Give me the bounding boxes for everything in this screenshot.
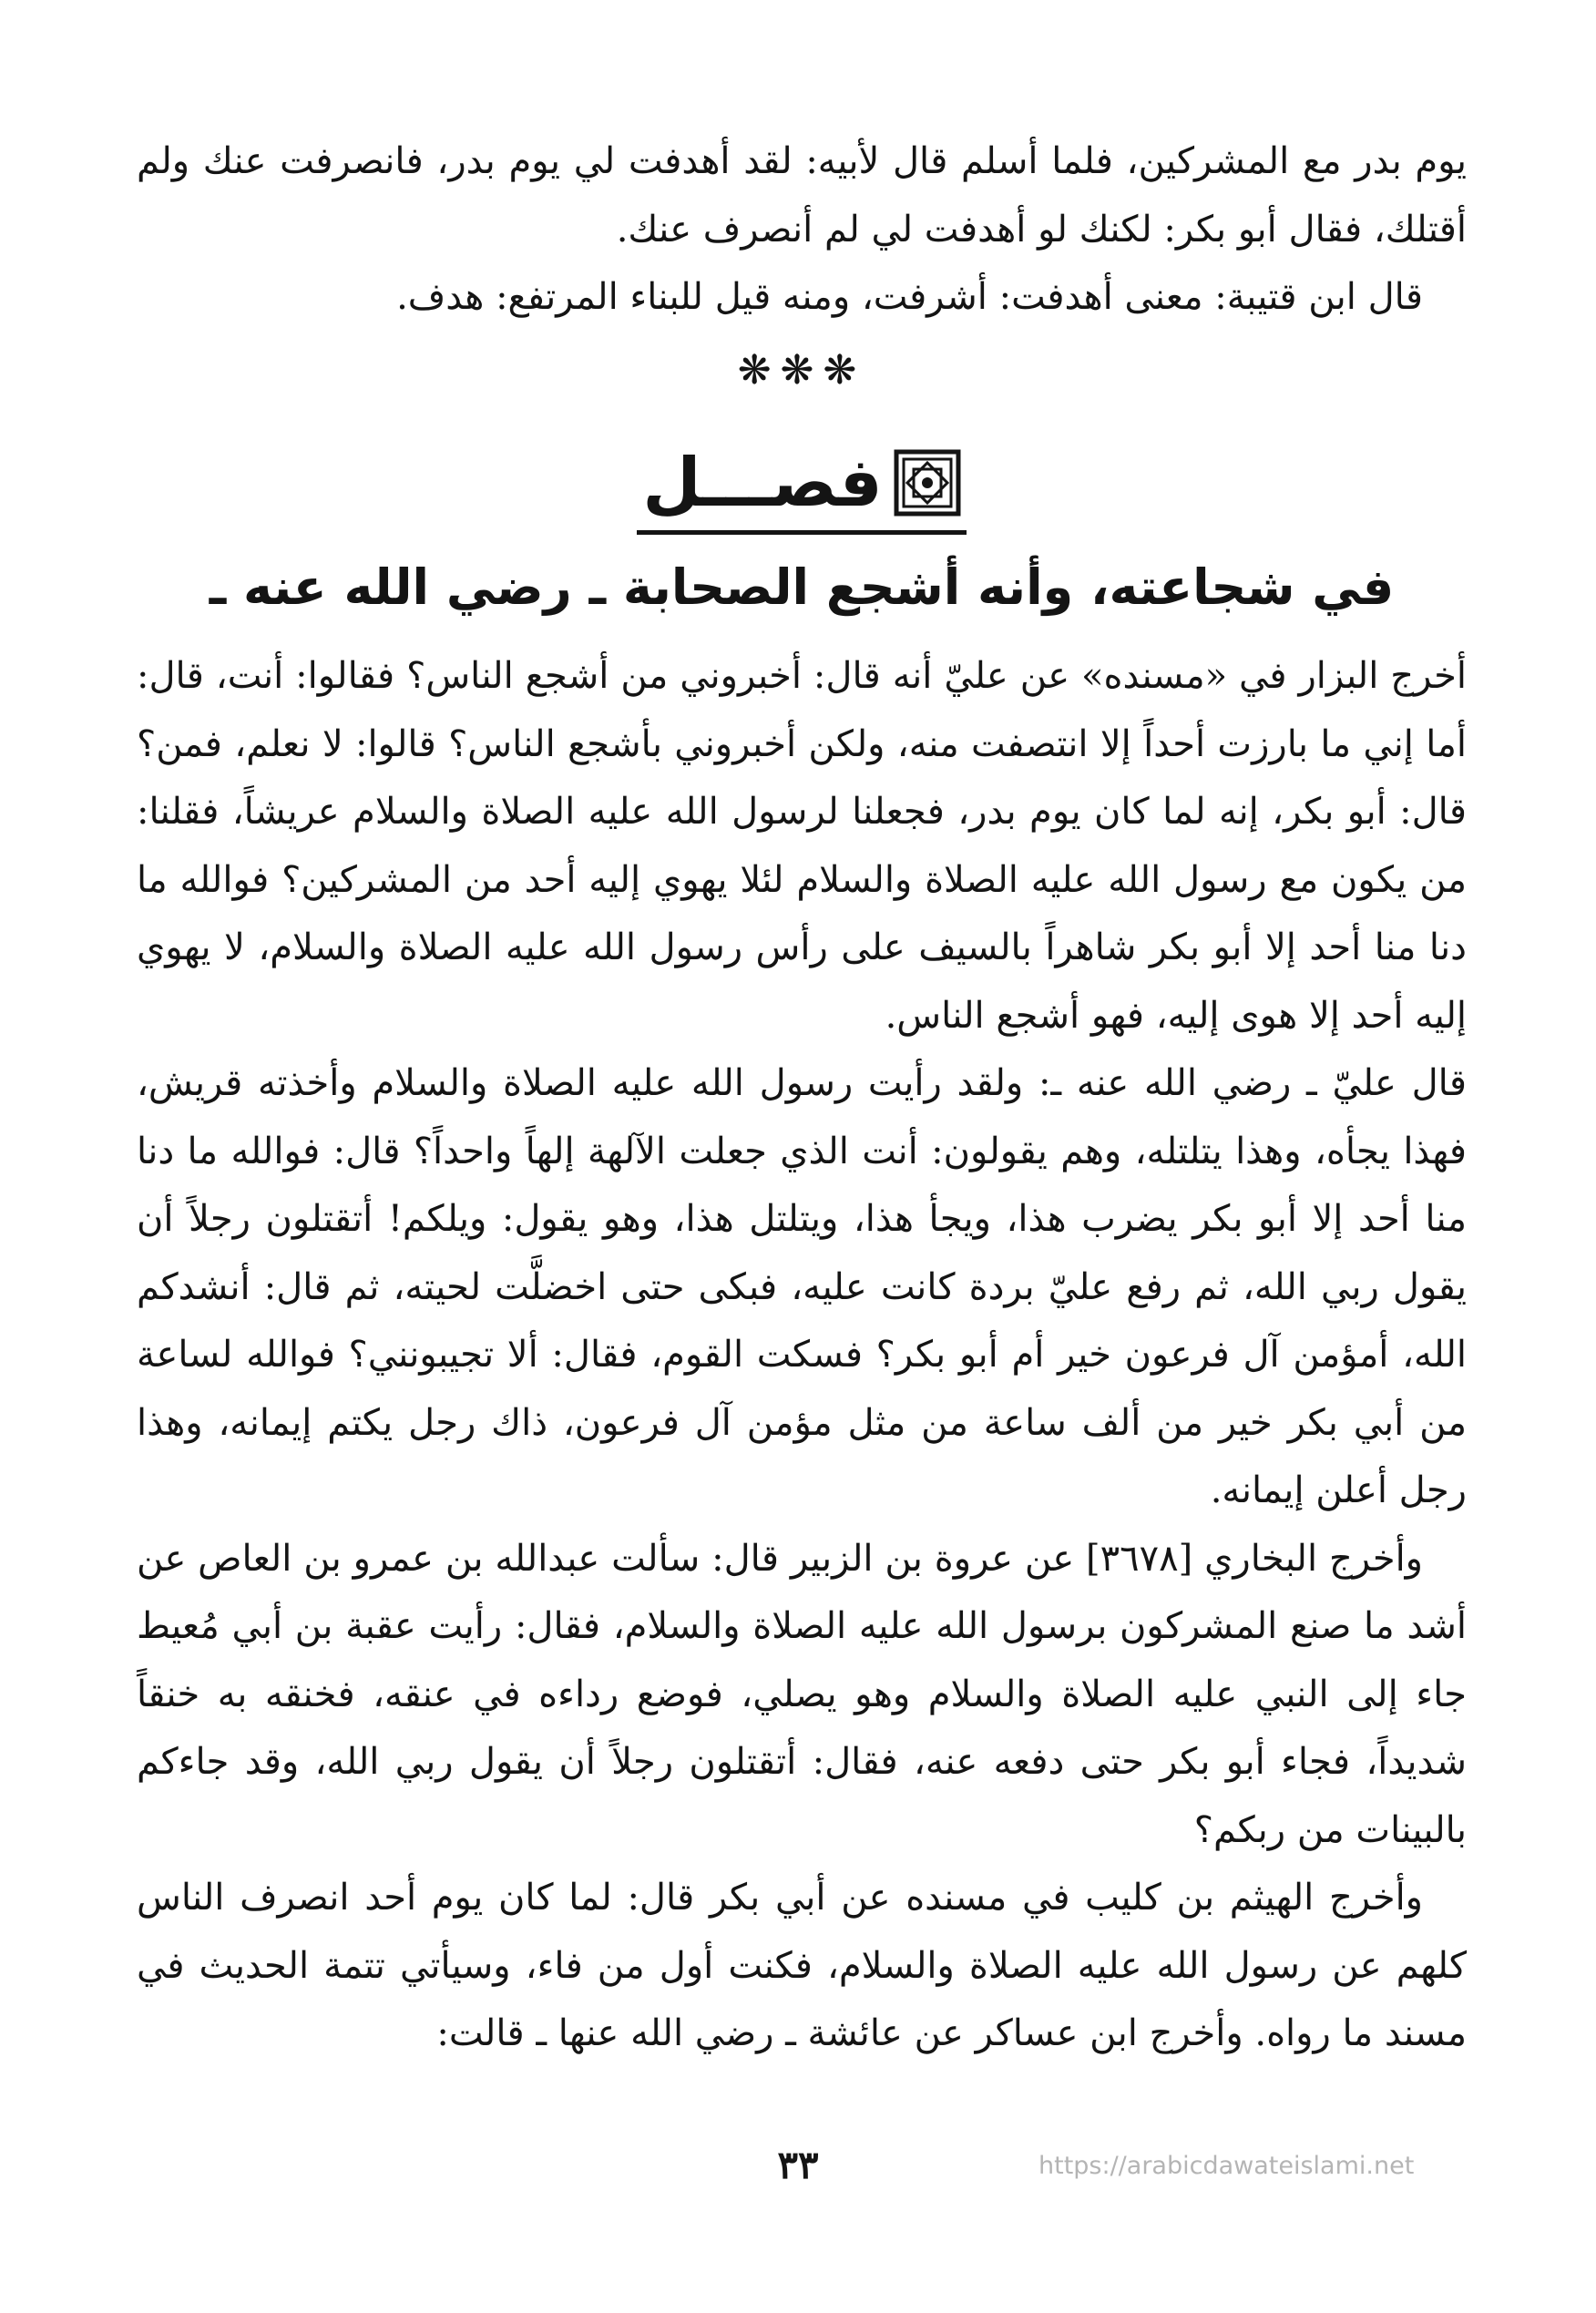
- intro-paragraph-2: قال ابن قتيبة: معنى أهدفت: أشرفت، ومنه قيل للبناء المرتفع: هدف.: [396, 276, 1423, 318]
- paragraph-2: قال عليّ ـ رضي الله عنه ـ: ولقد رأيت رسول الله عليه الصلاة والسلام وأخذته قريش، فهذا يجأه، وهذا يتلتله، وهم يقولون: أنت الذي جعلت الآلهة إلهاً واحداً؟ قال: فوالله ما دنا منا أحد إلا أبو بكر يضرب هذا، ويجأ هذا، ويتلتل هذا، وهو يقول: ويلكم! أتقتلون رجلاً أن يقول ربي الله، ثم رفع عليّ بردة كانت عليه، فبكى حتى اخضلَّت لحيته، ثم قال: أنشدكم الله، أمؤمن آل فرعون خير أم أبو بكر؟ فسكت القوم، فقال: ألا تجيبونني؟ فوالله لساعة من أبي بكر خير من ألف ساعة من مثل مؤمن آل فرعون، ذاك رجل يكتم إيمانه، وهذا رجل أعلن إيمانه.: [137, 1062, 1467, 1511]
- intro-paragraph-1: يوم بدر مع المشركين، فلما أسلم قال لأبيه: لقد أهدفت لي يوم بدر، فانصرفت عنك ولم أقتلك، فقال أبو بكر: لكنك لو أهدفت لي لم أنصرف عنك.: [137, 140, 1467, 251]
- section-heading-text: فصـــل: [642, 443, 883, 522]
- section-heading: [637, 439, 966, 535]
- paragraph-4: وأخرج الهيثم بن كليب في مسنده عن أبي بكر قال: لما كان يوم أحد انصرف الناس كلهم عن رسول الله عليه الصلاة والسلام، فكنت أول من فاء، وسيأتي تتمة الحديث في مسند ما رواه. وأخرج ابن عساكر عن عائشة ـ رضي الله عنها ـ قالت:: [137, 1877, 1467, 2054]
- section-separator: ❋❋❋: [737, 346, 866, 394]
- watermark-url: https://arabicdawateislami.net: [1038, 2152, 1415, 2180]
- paragraph-3: وأخرج البخاري [٣٦٧٨] عن عروة بن الزبير قال: سألت عبدالله بن عمرو بن العاص عن أشد ما صنع المشركون برسول الله عليه الصلاة والسلام، فقال: رأيت عقبة بن أبي مُعيط جاء إلى النبي عليه الصلاة والسلام وهو يصلي، فوضع رداءه في عنقه، فخنقه به خنقاً شديداً، فجاء أبو بكر حتى دفعه عنه، فقال: أتقتلون رجلاً أن يقول ربي الله، وقد جاءكم بالبينات من ربكم؟: [137, 1537, 1468, 1851]
- page-body: [137, 128, 1467, 2068]
- section-subtitle: في شجاعته، وأنه أشجع الصحابة ـ رضي الله عنه ـ: [209, 558, 1395, 616]
- section-heading-wrap: [137, 439, 1467, 539]
- paragraph-1: أخرج البزار في «مسنده» عن عليّ أنه قال: أخبروني من أشجع الناس؟ فقالوا: أنت، قال: أما إني ما بارزت أحداً إلا انتصفت منه، ولكن أخبروني بأشجع الناس؟ قالوا: لا نعلم، فمن؟ قال: أبو بكر، إنه لما كان يوم بدر، فجعلنا لرسول الله عليه الصلاة والسلام عريشاً، فقلنا: من يكون مع رسول الله عليه الصلاة والسلام لئلا يهوي إليه أحد من المشركين؟ فوالله ما دنا منا أحد إلا أبو بكر شاهراً بالسيف على رأس رسول الله عليه الصلاة والسلام، لا يهوي إليه أحد إلا هوى إليه، فهو أشجع الناس.: [137, 655, 1468, 1037]
- page-number: ٣٣: [777, 2143, 819, 2187]
- ornament-icon: [894, 449, 961, 517]
